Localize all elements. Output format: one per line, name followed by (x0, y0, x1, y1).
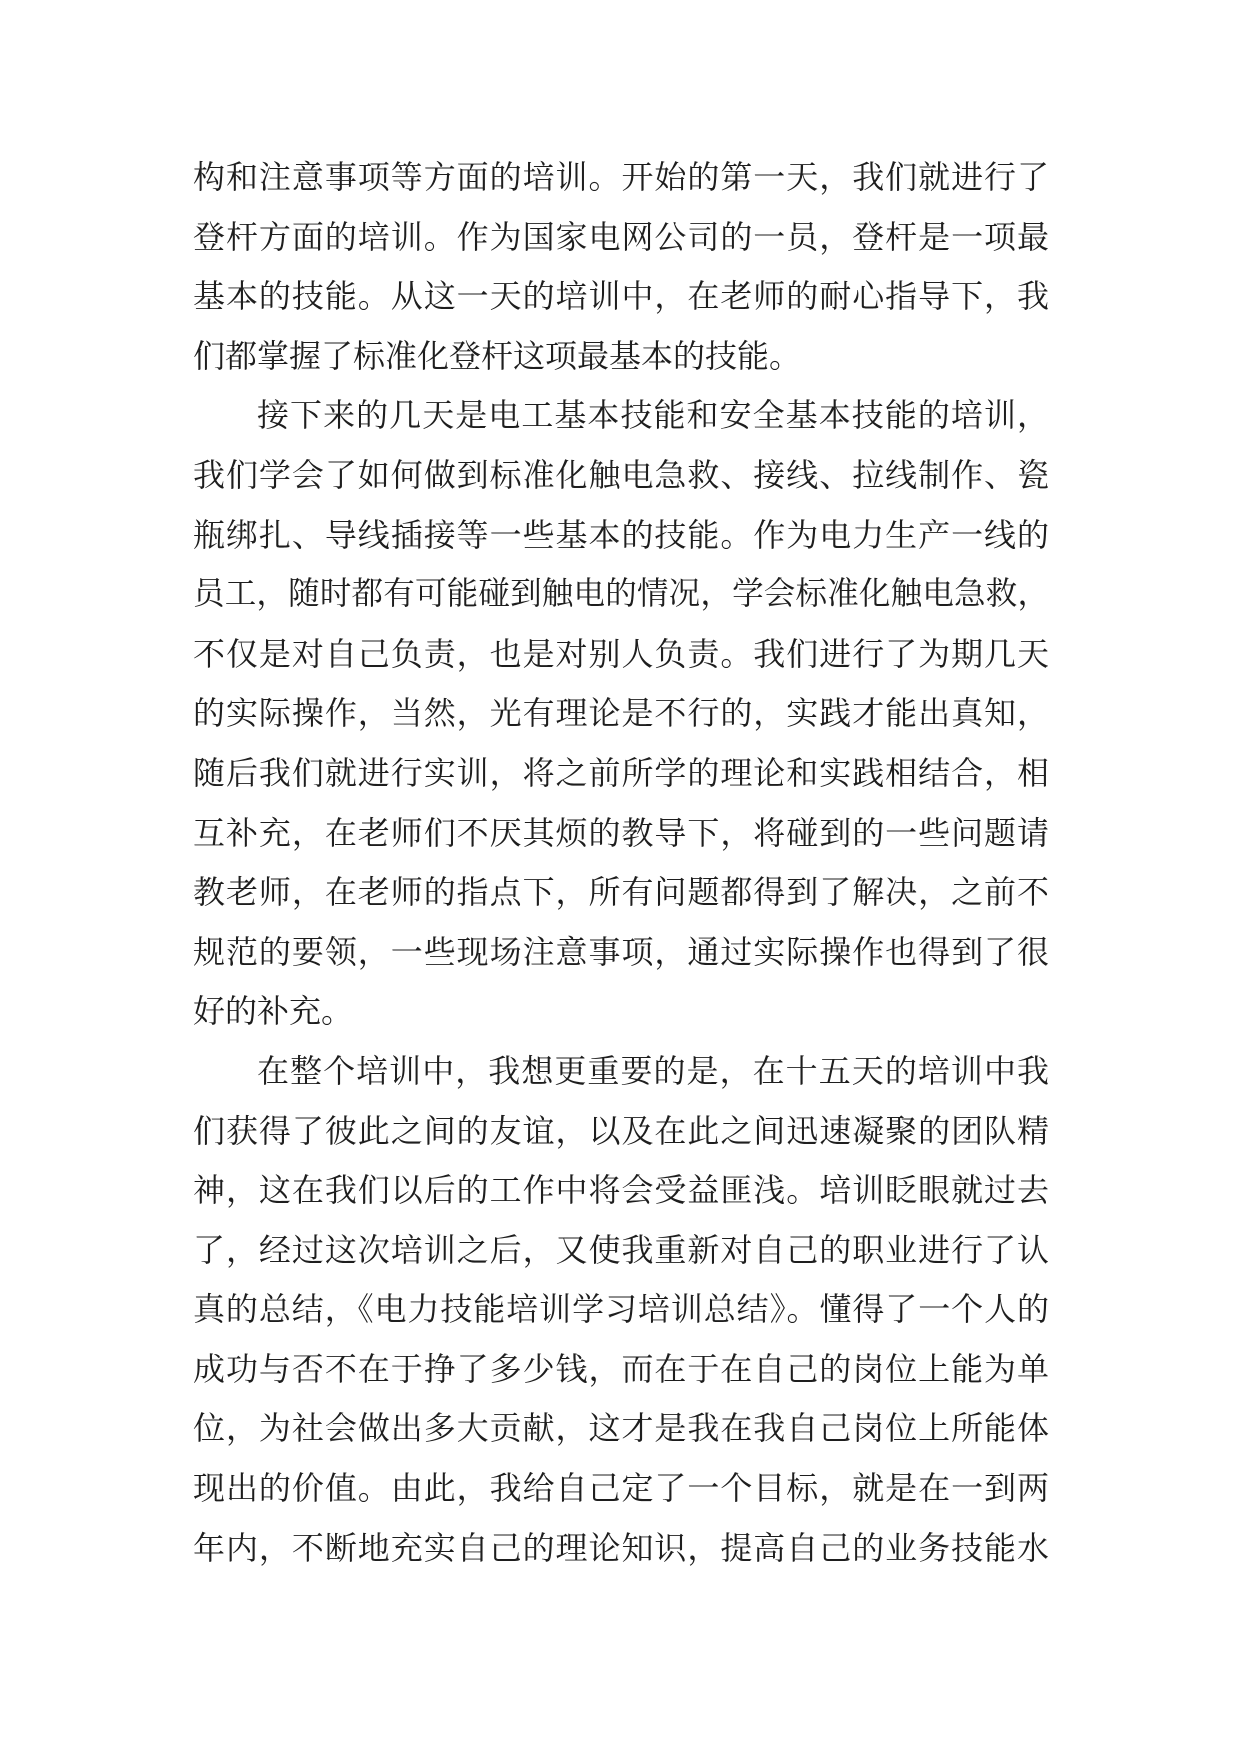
text-line: 的实际操作，当然，光有理论是不行的，实践才能出真知， (193, 694, 1049, 733)
text-line: 成功与否不在于挣了多少钱，而在于在自己的岗位上能为单 (193, 1349, 1049, 1388)
text-line: 瓶绑扎、导线插接等一些基本的技能。作为电力生产一线的 (193, 515, 1049, 554)
text-line: 们都掌握了标准化登杆这项最基本的技能。 (193, 336, 802, 375)
text-line: 好的补充。 (193, 992, 354, 1031)
text-line: 接下来的几天是电工基本技能和安全基本技能的培训， (257, 396, 1049, 435)
text-line: 位，为社会做出多大贡献，这才是我在我自己岗位上所能体 (193, 1409, 1049, 1448)
text-line: 基本的技能。从这一天的培训中，在老师的耐心指导下，我 (193, 277, 1049, 316)
text-line: 教老师，在老师的指点下，所有问题都得到了解决，之前不 (193, 873, 1049, 912)
text-line: 随后我们就进行实训，将之前所学的理论和实践相结合，相 (193, 753, 1049, 792)
text-line: 我们学会了如何做到标准化触电急救、接线、拉线制作、瓷 (193, 455, 1049, 494)
text-line: 年内，不断地充实自己的理论知识，提高自己的业务技能水 (193, 1528, 1049, 1567)
text-line: 在整个培训中，我想更重要的是，在十五天的培训中我 (257, 1051, 1049, 1090)
text-line: 员工，随时都有可能碰到触电的情况，学会标准化触电急救， (193, 576, 1049, 613)
text-line: 真的总结，《电力技能培训学习培训总结》。懂得了一个人的 (193, 1290, 1049, 1329)
text-line: 互补充，在老师们不厌其烦的教导下，将碰到的一些问题请 (193, 813, 1049, 852)
text-line: 们获得了彼此之间的友谊，以及在此之间迅速凝聚的团队精 (193, 1111, 1049, 1150)
text-line: 规范的要领，一些现场注意事项，通过实际操作也得到了很 (193, 932, 1049, 971)
text-line: 构和注意事项等方面的培训。开始的第一天，我们就进行了 (193, 158, 1049, 196)
text-line: 现出的价值。由此，我给自己定了一个目标，就是在一到两 (193, 1469, 1049, 1508)
body-text (193, 148, 1049, 1578)
text-line: 登杆方面的培训。作为国家电网公司的一员，登杆是一项最 (193, 217, 1049, 256)
text-line: 神，这在我们以后的工作中将会受益匪浅。培训眨眼就过去 (193, 1171, 1049, 1210)
text-line: 不仅是对自己负责，也是对别人负责。我们进行了为期几天 (193, 634, 1049, 673)
text-line: 了，经过这次培训之后，又使我重新对自己的职业进行了认 (193, 1230, 1049, 1269)
